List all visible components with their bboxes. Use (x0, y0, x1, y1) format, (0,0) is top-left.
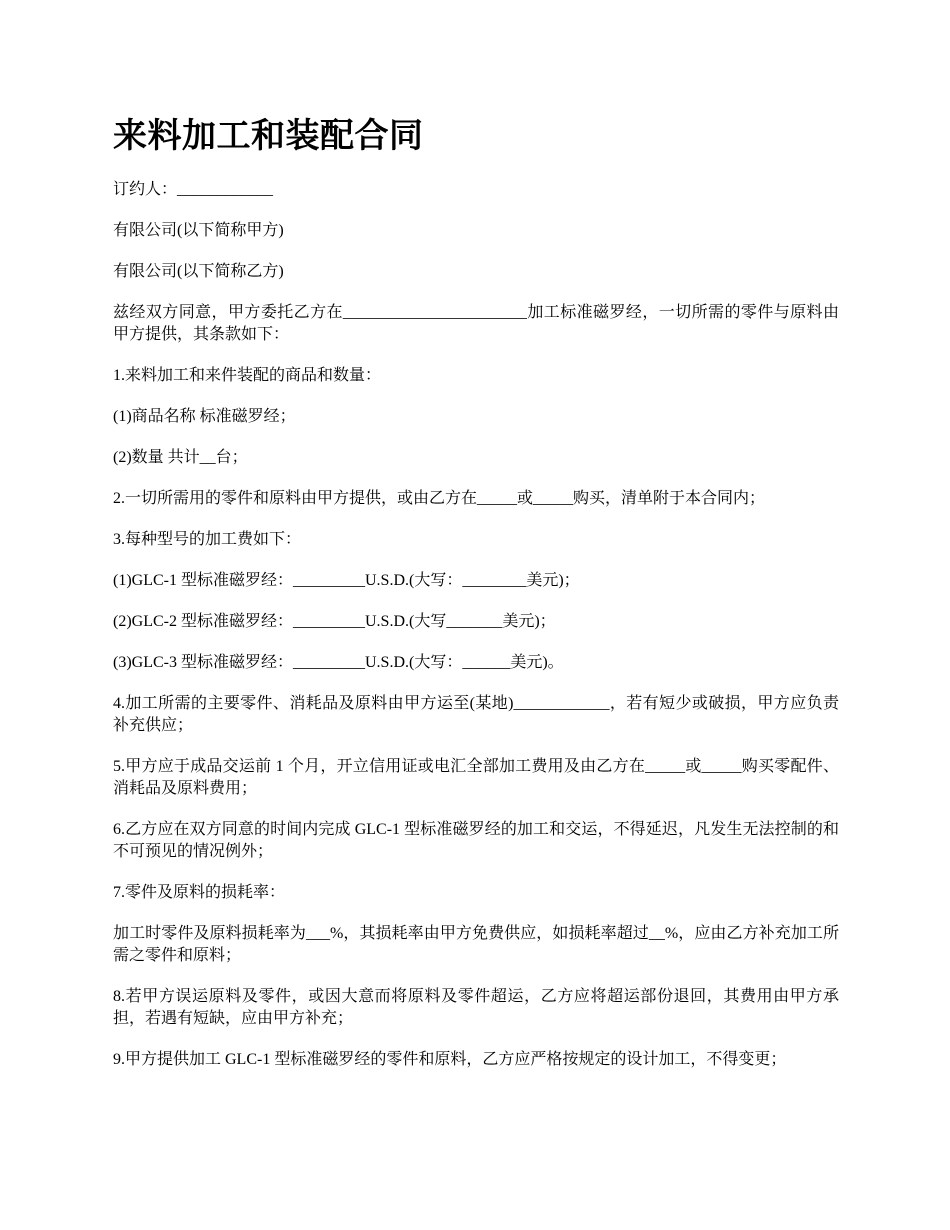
clause-1-item-2: (2)数量 共计__台； (113, 449, 248, 466)
clause-1-heading: 1.来料加工和来件装配的商品和数量： (113, 367, 382, 384)
document-title: 来料加工和装配合同 (113, 116, 424, 156)
clause-3-item-3: (3)GLC-3 型标准磁罗经：_________U.S.D.(大写：______美元)。 (113, 654, 564, 671)
contract-page (113, 112, 839, 1090)
clause-3-item-2: (2)GLC-2 型标准磁罗经：_________U.S.D.(大写_______美元)； (113, 613, 556, 630)
clause-1-item-1: (1)商品名称 标准磁罗经； (113, 408, 296, 425)
clause-3-item-1: (1)GLC-1 型标准磁罗经：_________U.S.D.(大写：________美元)； (113, 572, 580, 589)
clause-6: 6.乙方应在双方同意的时间内完成 GLC-1 型标准磁罗经的加工和交运，不得延迟，凡发生无法控制的和不可预见的情况例外； (113, 821, 839, 860)
party-b-line: 有限公司(以下简称乙方) (113, 263, 284, 280)
clause-3-heading: 3.每种型号的加工费如下： (113, 531, 302, 548)
clause-8: 8.若甲方误运原料及零件，或因大意而将原料及零件超运，乙方应将超运部份退回，其费用由甲方承担，若遇有短缺，应由甲方补充； (113, 988, 839, 1027)
clause-5: 5.甲方应于成品交运前 1 个月，开立信用证或电汇全部加工费用及由乙方在_____或_____购买零配件、消耗品及原料费用； (113, 758, 839, 797)
clause-7-heading: 7.零件及原料的损耗率： (113, 884, 286, 901)
clause-2: 2.一切所需用的零件和原料由甲方提供，或由乙方在_____或_____购买，清单附于本合同内； (113, 490, 766, 507)
clause-9: 9.甲方提供加工 GLC-1 型标准磁罗经的零件和原料，乙方应严格按规定的设计加工，不得变更； (113, 1051, 787, 1068)
clause-4: 4.加工所需的主要零件、消耗品及原料由甲方运至(某地)____________，若有短少或破损，甲方应负责补充供应； (113, 695, 839, 734)
party-a-line: 有限公司(以下简称甲方) (113, 222, 284, 239)
clause-7-body: 加工时零件及原料损耗率为___%，其损耗率由甲方免费供应，如损耗率超过__%，应由乙方补充加工所需之零件和原料； (113, 925, 839, 964)
contracting-party-line: 订约人：____________ (113, 181, 274, 198)
preamble-paragraph: 兹经双方同意，甲方委托乙方在_______________________加工标准磁罗经，一切所需的零件与原料由甲方提供，其条款如下： (113, 304, 839, 343)
